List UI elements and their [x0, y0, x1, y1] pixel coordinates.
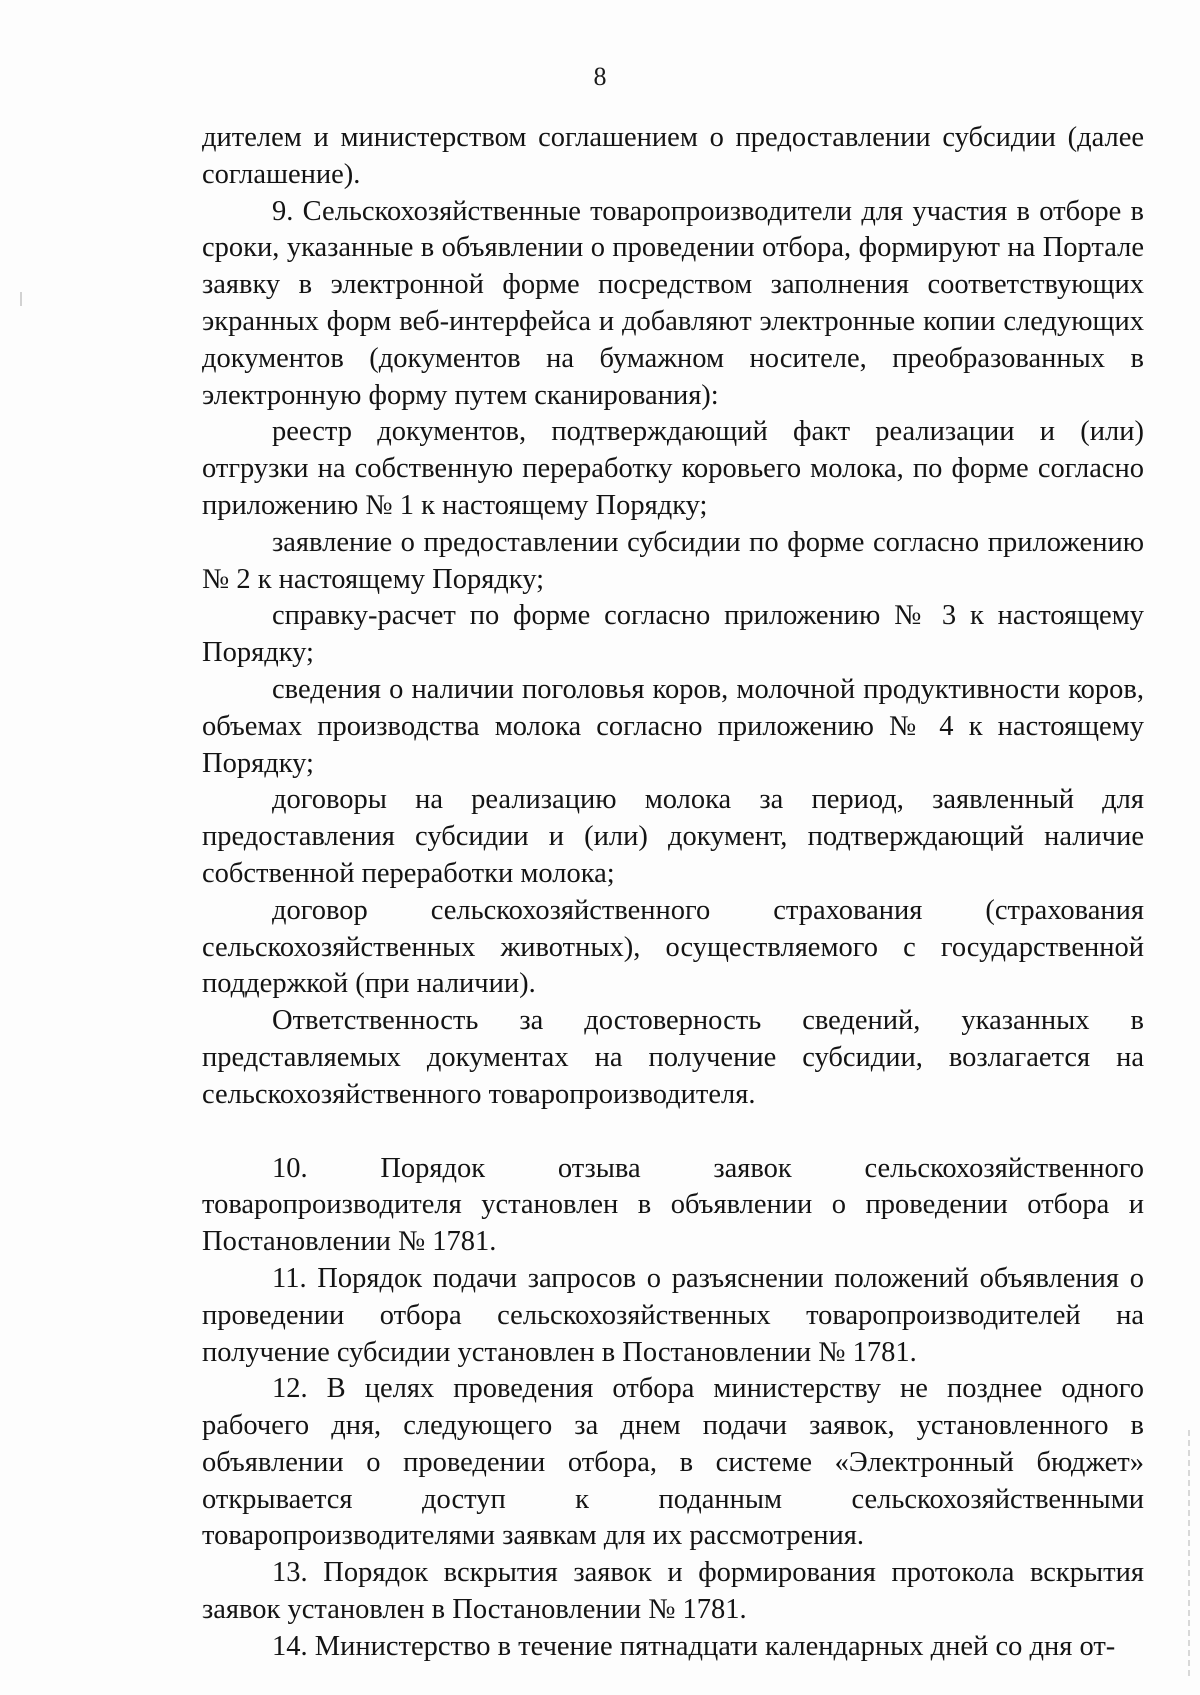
- document-body: [202, 120, 1144, 1666]
- paragraph-item-13: 13. Порядок вскрытия заявок и формирования протокола вскрытия заявок установлен в Постановлении № 1781.: [202, 1557, 1144, 1626]
- paragraph-responsibility: Ответственность за достоверность сведений, указанных в представляемых документах на получение субсидии, возлагается на сельскохозяйственного товаропроизводителя.: [202, 1005, 1144, 1110]
- scan-artifact-left: [20, 292, 22, 306]
- list-item-livestock-info: сведения о наличии поголовья коров, молочной продуктивности коров, объемах производства молока согласно приложению № 4 к настоящему Порядку;: [202, 673, 1144, 779]
- list-item-insurance: договор сельскохозяйственного страхования (страхования сельскохозяйственных животных), осуществляемого с государственной поддержкой (при наличии).: [202, 894, 1144, 1000]
- list-item-calculation: справку-расчет по форме согласно приложению № 3 к настоящему Порядку;: [202, 600, 1144, 669]
- paragraph-item-11: 11. Порядок подачи запросов о разъяснении положений объявления о проведении отбора сельскохозяйственных товаропроизводителей на получение субсидии установлен в Постановлении № 1781.: [202, 1262, 1144, 1368]
- list-item-registry: реестр документов, подтверждающий факт реализации и (или) отгрузки на собственную переработку коровьего молока, по форме согласно приложению № 1 к настоящему Порядку;: [202, 416, 1144, 521]
- list-item-sales-contracts: договоры на реализацию молока за период, заявленный для предоставления субсидии и (или) документ, подтверждающий наличие собственной переработки молока;: [202, 784, 1144, 889]
- paragraph-item-14: 14. Министерство в течение пятнадцати календарных дней со дня от-: [272, 1630, 1116, 1662]
- list-item-application: заявление о предоставлении субсидии по форме согласно приложению № 2 к настоящему Порядку;: [202, 526, 1144, 595]
- page-number: 8: [593, 62, 607, 91]
- paragraph-continuation: дителем и министерством соглашением о предоставлении субсидии (далее соглашение).: [202, 122, 1144, 190]
- paragraph-item-10: 10. Порядок отзыва заявок сельскохозяйственного товаропроизводителя установлен в объявлении о проведении отбора и Постановлении № 1781.: [202, 1152, 1144, 1258]
- paragraph-item-12: 12. В целях проведения отбора министерству не позднее одного рабочего дня, следующего за днем подачи заявок, установленного в объявлении о проведении отбора, в системе «Электронный бюджет» открывается доступ к поданным сельскохозяйственными товаропроизводителями заявкам для их рассмотрения.: [202, 1373, 1144, 1552]
- scan-artifact-right-edge: [1188, 1430, 1190, 1680]
- paragraph-item-9: 9. Сельскохозяйственные товаропроизводители для участия в отборе в сроки, указанные в объявлении о проведении отбора, формируют на Портале заявку в электронной форме посредством заполнения соответствующих экранных форм веб-интерфейса и добавляют электронные копии следующих документов (документов на бумажном носителе, преобразованных в электронную форму путем сканирования):: [202, 195, 1144, 411]
